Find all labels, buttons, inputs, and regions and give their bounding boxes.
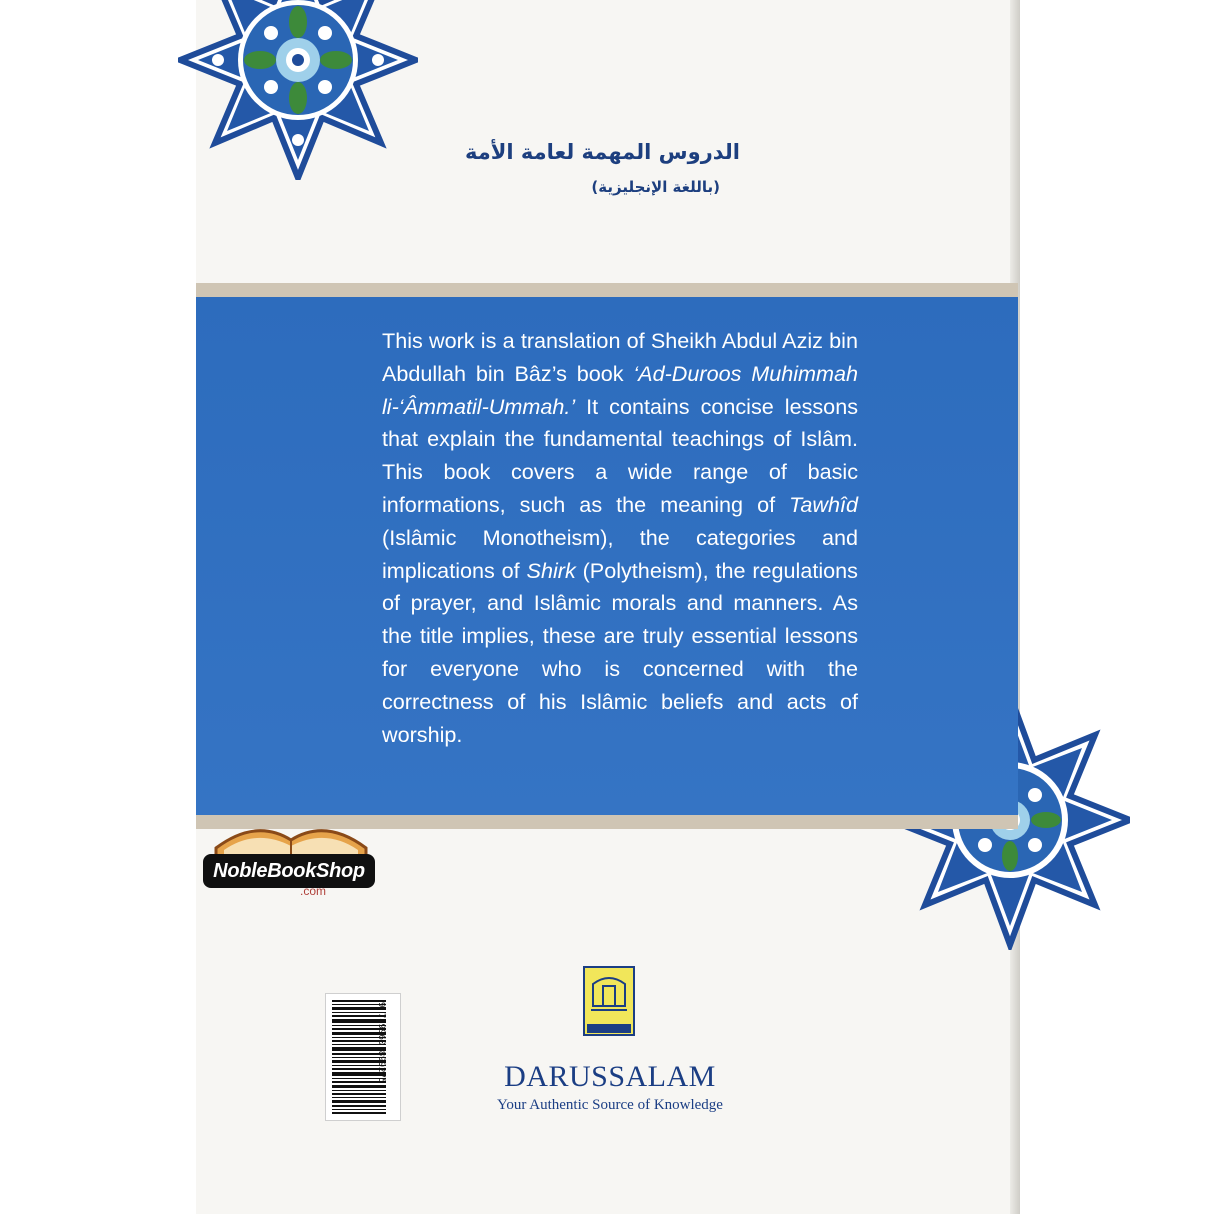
arabic-subtitle: (باللغة الإنجليزية) bbox=[591, 178, 720, 196]
band-border-top bbox=[196, 283, 1018, 297]
description-part-4: (Polytheism), the regulations of prayer, and Islâmic morals and manners. As the title implies, these are truly essential lessons for everyone who is concerned with the correctness of his Islâmic beliefs and acts of worship. bbox=[382, 557, 858, 747]
description-part-1: This work is a translation of Sheikh Abdul Aziz bin Abdullah bin Bâz’s book bbox=[382, 328, 858, 386]
barcode-icon bbox=[325, 993, 401, 1121]
description-book-title: ‘Ad-Duroos Muhimmah li-‘Âmmatil-Ummah.’ bbox=[382, 360, 858, 419]
publisher-name: DARUSSALAM bbox=[504, 1060, 716, 1093]
watermark-name: NobleBookShop bbox=[203, 854, 375, 888]
description-part-3: (Islâmic Monotheism), the categories and implications of bbox=[382, 524, 858, 583]
darussalam-emblem-icon bbox=[583, 966, 635, 1036]
barcode-number: 9 789960 899275 bbox=[376, 1002, 386, 1084]
publisher-tagline: Your Authentic Source of Knowledge bbox=[497, 1097, 723, 1113]
description-term-tawhid: Tawhîd bbox=[789, 491, 858, 517]
description-term-shirk: Shirk bbox=[526, 557, 576, 583]
watermark-suffix: .com bbox=[300, 884, 327, 898]
description-part-2: It contains concise lessons that explain the fundamental teachings of Islâm. This book covers a wide range of basic informations, such as the meaning of bbox=[382, 393, 858, 517]
book-description bbox=[382, 325, 858, 751]
arabic-title: الدروس المهمة لعامة الأمة bbox=[464, 140, 740, 164]
ornament-top-icon bbox=[178, 0, 418, 180]
